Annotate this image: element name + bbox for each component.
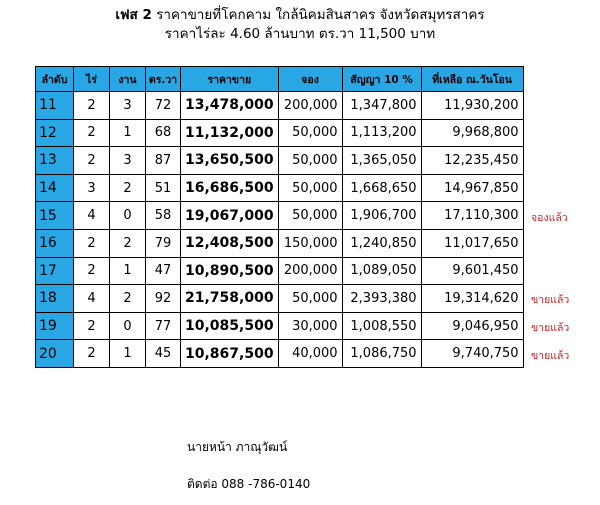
sale-price-cell: 19,067,000 [181,202,279,230]
header-lot-number: ลำดับ [36,67,74,92]
rai-cell: 2 [74,147,110,175]
contract-cell: 1,347,800 [342,92,421,120]
rai-cell: 2 [74,92,110,120]
ngan-cell: 2 [110,285,146,313]
remaining-cell: 11,930,200 [421,92,523,120]
square-wa-cell: 87 [146,147,181,175]
deposit-cell: 200,000 [278,257,342,285]
rai-cell: 2 [74,312,110,340]
deposit-cell: 50,000 [278,147,342,175]
ngan-cell: 2 [110,174,146,202]
table-row [36,312,524,340]
table-header-row [36,67,524,92]
phase-label: เฟส 2 [115,7,152,23]
remaining-cell: 9,740,750 [421,340,523,368]
table-row [36,119,524,147]
sale-price-cell: 11,132,000 [181,119,279,147]
header-square-wa: ตร.วา [146,67,181,92]
rai-cell: 2 [74,257,110,285]
sale-price-cell: 21,758,000 [181,285,279,313]
title-block [0,6,600,44]
lot-number-cell: 18 [36,285,74,313]
header-rai: ไร่ [74,67,110,92]
deposit-cell: 150,000 [278,229,342,257]
contract-cell: 1,906,700 [342,202,421,230]
lot-number-cell: 19 [36,312,74,340]
contract-cell: 1,240,850 [342,229,421,257]
remaining-cell: 9,601,450 [421,257,523,285]
lot-number-cell: 12 [36,119,74,147]
square-wa-cell: 79 [146,229,181,257]
sale-price-cell: 13,478,000 [181,92,279,120]
contract-cell: 1,113,200 [342,119,421,147]
ngan-cell: 1 [110,119,146,147]
deposit-cell: 50,000 [278,119,342,147]
sale-price-cell: 10,867,500 [181,340,279,368]
sale-price-cell: 16,686,500 [181,174,279,202]
remaining-cell: 9,046,950 [421,312,523,340]
table-row [36,202,524,230]
header-sale-price: ราคาขาย [181,67,279,92]
remaining-cell: 17,110,300 [421,202,523,230]
square-wa-cell: 58 [146,202,181,230]
rai-cell: 4 [74,285,110,313]
deposit-cell: 200,000 [278,92,342,120]
sale-price-cell: 13,650,500 [181,147,279,175]
deposit-cell: 50,000 [278,285,342,313]
square-wa-cell: 47 [146,257,181,285]
lot-number-cell: 20 [36,340,74,368]
table-body [36,92,524,368]
remaining-cell: 9,968,800 [421,119,523,147]
contract-cell: 1,008,550 [342,312,421,340]
sale-price-cell: 10,890,500 [181,257,279,285]
contract-cell: 1,668,650 [342,174,421,202]
table-row [36,285,524,313]
deposit-cell: 30,000 [278,312,342,340]
row-status-label: ขายแล้ว [531,294,570,307]
remaining-cell: 19,314,620 [421,285,523,313]
ngan-cell: 1 [110,340,146,368]
broker-name: นายหน้า ภาณุวัฒน์ [187,440,288,454]
contract-cell: 1,086,750 [342,340,421,368]
ngan-cell: 0 [110,202,146,230]
contract-cell: 1,365,050 [342,147,421,175]
lot-number-cell: 17 [36,257,74,285]
rai-cell: 2 [74,340,110,368]
ngan-cell: 3 [110,147,146,175]
table-row [36,229,524,257]
title-text: ราคาขายที่โคกคาม ใกล้นิคมสินสาคร จังหวัดสมุทรสาคร [151,7,485,23]
square-wa-cell: 92 [146,285,181,313]
table-row [36,257,524,285]
rai-cell: 2 [74,229,110,257]
lot-number-cell: 11 [36,92,74,120]
ngan-cell: 0 [110,312,146,340]
ngan-cell: 3 [110,92,146,120]
deposit-cell: 50,000 [278,202,342,230]
table-row [36,147,524,175]
ngan-cell: 2 [110,229,146,257]
contract-cell: 2,393,380 [342,285,421,313]
rai-cell: 4 [74,202,110,230]
row-status-label: ขายแล้ว [531,349,570,362]
header-ngan: งาน [110,67,146,92]
table-row [36,174,524,202]
price-per-unit-line: ราคาไร่ละ 4.60 ล้านบาท ตร.วา 11,500 บาท [164,26,436,42]
lot-number-cell: 13 [36,147,74,175]
square-wa-cell: 51 [146,174,181,202]
sale-price-cell: 12,408,500 [181,229,279,257]
deposit-cell: 40,000 [278,340,342,368]
remaining-cell: 14,967,850 [421,174,523,202]
header-contract-10-percent: สัญญา 10 % [342,67,421,92]
ngan-cell: 1 [110,257,146,285]
square-wa-cell: 45 [146,340,181,368]
header-remaining-on-transfer: ที่เหลือ ณ.วันโอน [421,67,523,92]
lot-number-cell: 16 [36,229,74,257]
remaining-cell: 12,235,450 [421,147,523,175]
land-price-table [35,66,524,368]
table-row [36,340,524,368]
table-row [36,92,524,120]
rai-cell: 2 [74,119,110,147]
remaining-cell: 11,017,650 [421,229,523,257]
sale-price-cell: 10,085,500 [181,312,279,340]
row-status-label: จองแล้ว [531,211,568,224]
header-deposit: จอง [278,67,342,92]
contract-cell: 1,089,050 [342,257,421,285]
rai-cell: 3 [74,174,110,202]
row-status-label: ขายแล้ว [531,322,570,335]
title-line-1 [0,6,600,25]
deposit-cell: 50,000 [278,174,342,202]
lot-number-cell: 15 [36,202,74,230]
square-wa-cell: 77 [146,312,181,340]
square-wa-cell: 72 [146,92,181,120]
lot-number-cell: 14 [36,174,74,202]
square-wa-cell: 68 [146,119,181,147]
contact-phone: ติดต่อ 088 -786-0140 [187,477,311,491]
